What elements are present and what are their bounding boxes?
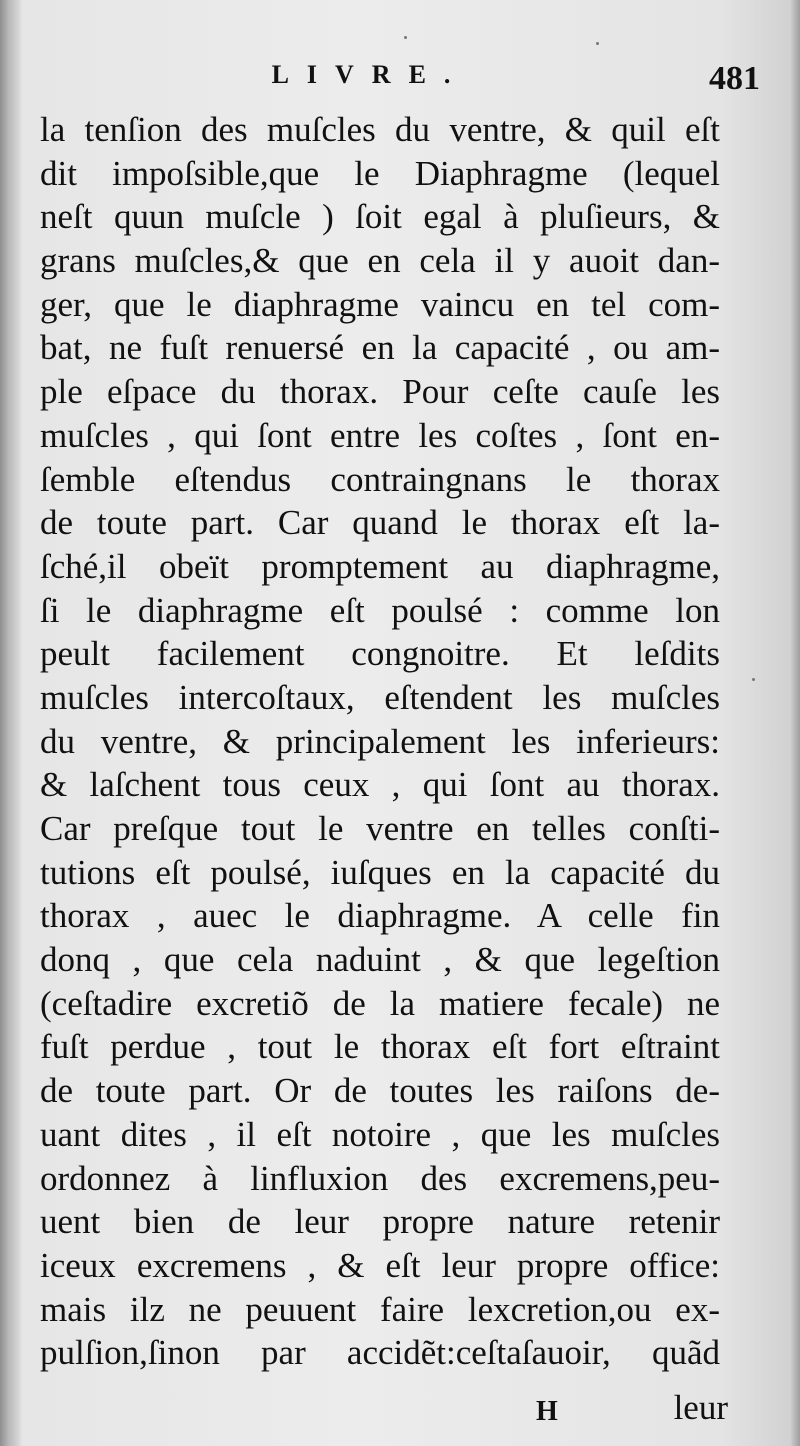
text-line: du ventre, & principalement les inferieurs: [40,721,720,761]
text-line: grans muſcles,& que en cela il y auoit dan- [40,241,720,281]
text-line: la tenſion des muſcles du ventre, & quil eſt [40,110,720,149]
page-number: 481 [709,60,760,97]
page-footer [40,1388,728,1432]
paper-speck [752,678,755,681]
text-line: ple eſpace du thorax. Pour ceſte cauſe les [40,372,720,412]
text-line: ſché,il obeït promptement au diaphragme, [40,546,720,586]
paper-speck [404,36,407,39]
text-line: ordonnez à linfluxion des excremens,peu- [40,1158,720,1198]
text-line: Car preſque tout le ventre en telles conſti- [40,809,720,848]
paper-speck [596,42,599,45]
text-line: ger, que le diaphragme vaincu en tel com- [40,284,720,324]
text-line: uant dites , il eſt notoire , que les muſcles [40,1114,720,1154]
text-line: (ceſtadire excretiõ de la matiere fecale) ne [40,983,720,1023]
page-edge [790,0,800,1446]
text-line: uent bien de leur propre nature retenir [40,1202,720,1242]
text-line: ſi le diaphragme eſt poulsé : comme lon [40,590,720,630]
text-line: tutions eſt poulsé, iuſques en la capacité du [40,852,720,892]
text-line: thorax , auec le diaphragme. A celle fin [40,896,720,936]
text-line: muſcles , qui ſont entre les coſtes , ſont en- [40,415,720,455]
gutter-shadow [0,0,22,1446]
text-line: bat, ne fuſt renuersé en la capacité , ou am- [40,328,720,368]
text-line: donq , que cela naduint , & que legeſtion [40,940,720,980]
body-text [40,108,720,1375]
text-line: neſt quun muſcle ) ſoit egal à pluſieurs, & [40,197,720,237]
text-line: ſemble eſtendus contraingnans le thorax [40,459,720,499]
signature-mark: H [536,1396,558,1427]
text-line: mais ilz ne peuuent faire lexcretion,ou ex- [40,1289,720,1329]
text-line: iceux excremens , & eſt leur propre office: [40,1245,720,1285]
text-line: de toute part. Car quand le thorax eſt la- [40,503,720,543]
text-line: pulſion,ſinon par accidẽt:ceſtaſauoir, quãd [40,1333,720,1373]
text-line: de toute part. Or de toutes les raiſons de- [40,1071,720,1111]
text-line: dit impoſsible,que le Diaphragme (lequel [40,153,720,193]
text-line: & laſchent tous ceux , qui ſont au thorax. [40,765,720,805]
catchword: leur [673,1388,728,1427]
text-line: fuſt perdue , tout le thorax eſt fort eſtraint [40,1027,720,1067]
text-line: peult facilement congnoitre. Et leſdits [40,634,720,674]
running-head: LIVRE. [271,60,469,89]
text-line: muſcles intercoſtaux, eſtendent les muſcles [40,677,720,717]
